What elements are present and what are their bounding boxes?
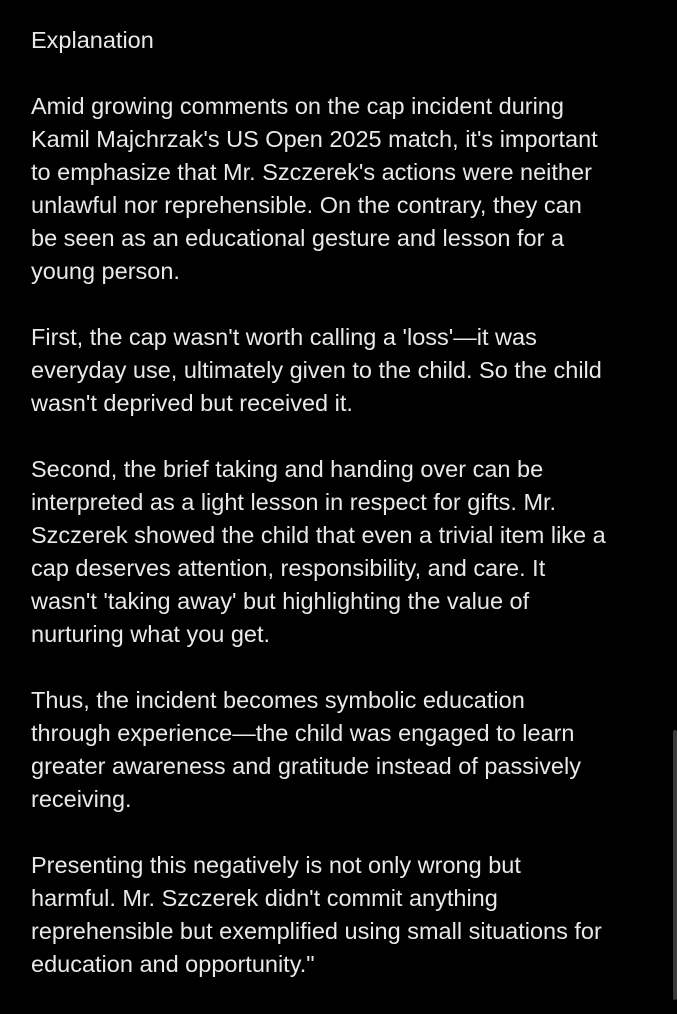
text-line: interpreted as a light lesson in respect for gifts. Mr.: [31, 489, 557, 515]
text-line: Szczerek showed the child that even a trivial item like a: [31, 522, 606, 548]
post-body: [31, 24, 671, 1014]
text-line: Second, the brief taking and handing over can be: [31, 456, 544, 482]
text-line: harmful. Mr. Szczerek didn't commit anything: [31, 885, 498, 911]
text-line: cap deserves attention, responsibility, and care. It: [31, 555, 546, 581]
paragraph-conclusion: [31, 849, 671, 981]
text-line: unlawful nor reprehensible. On the contrary, they can: [31, 192, 582, 218]
paragraph-intro: [31, 90, 671, 288]
text-line: nurturing what you get.: [31, 621, 271, 647]
text-line: Presenting this negatively is not only wrong but: [31, 852, 521, 878]
text-line: wasn't 'taking away' but highlighting the value of: [31, 588, 530, 614]
text-line: everyday use, ultimately given to the child. So the child: [31, 357, 602, 383]
scrollbar[interactable]: [673, 730, 677, 1000]
text-line: reprehensible but exemplified using small situations for: [31, 918, 602, 944]
text-line: First, the cap wasn't worth calling a 'loss'—it was: [31, 324, 537, 350]
text-line: education and opportunity.": [31, 951, 315, 977]
text-line: Amid growing comments on the cap incident during: [31, 93, 564, 119]
text-line: through experience—the child was engaged to learn: [31, 720, 575, 746]
text-line: wasn't deprived but received it.: [31, 390, 353, 416]
post-heading: Explanation: [31, 27, 154, 53]
text-line: Thus, the incident becomes symbolic education: [31, 687, 525, 713]
text-line: be seen as an educational gesture and lesson for a: [31, 225, 565, 251]
text-line: Kamil Majchrzak's US Open 2025 match, it's important: [31, 126, 598, 152]
text-line: to emphasize that Mr. Szczerek's actions were neither: [31, 159, 592, 185]
text-line: young person.: [31, 258, 180, 284]
text-line: greater awareness and gratitude instead of passively: [31, 753, 581, 779]
paragraph-thus: [31, 684, 671, 816]
paragraph-second: [31, 453, 671, 651]
text-line: receiving.: [31, 786, 132, 812]
paragraph-first: [31, 321, 671, 420]
